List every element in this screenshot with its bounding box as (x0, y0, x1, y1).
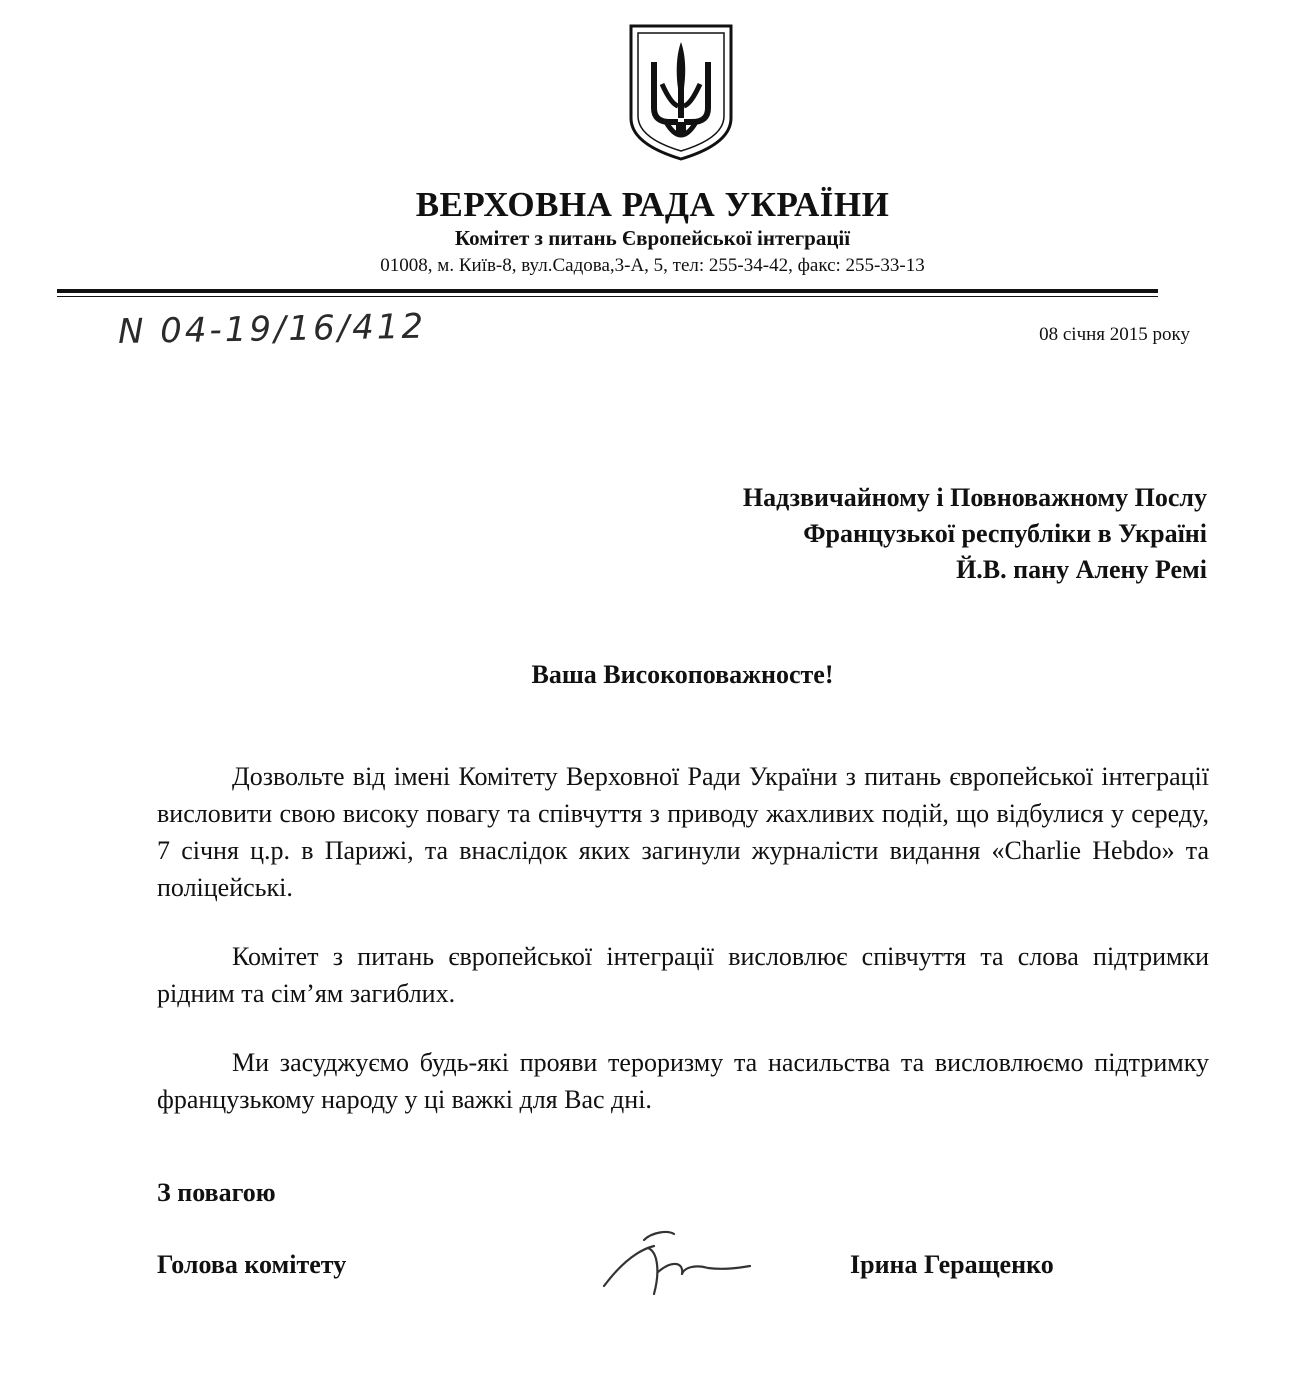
addressee-line: Французької республіки в Україні (803, 519, 1207, 548)
addressee-block (507, 480, 1207, 588)
letterhead-divider-thin (57, 296, 1158, 297)
trident-coat-of-arms-icon (626, 22, 736, 162)
closing-phrase: З повагою (157, 1178, 276, 1207)
body-paragraph: Комітет з питань європейської інтеграції висловлює співчуття та слова підтримки рідним та сім’ям загиблих. (157, 942, 1209, 1008)
signer-position: Голова комітету (157, 1250, 347, 1279)
body-paragraph: Ми засуджуємо будь-які прояви тероризму та насильства та висловлюємо підтримку французькому народу у ці важкі для Вас дні. (157, 1048, 1209, 1114)
registration-number: N 04-19/16/412 (117, 306, 427, 352)
letter-body (157, 758, 1209, 1118)
addressee-line: Надзвичайному і Повноважному Послу (742, 483, 1207, 512)
organization-title: ВЕРХОВНА РАДА УКРАЇНИ (415, 185, 890, 224)
salutation: Ваша Високоповажносте! (531, 660, 834, 689)
handwritten-signature-icon (598, 1222, 758, 1302)
body-paragraph: Дозвольте від імені Комітету Верховної Ради України з питань європейської інтеграції висловити свою високу повагу та співчуття з приводу жахливих подій, що відбулися у середу, 7 січня ц.р. в Парижі, та внаслідок яких загинули журналісти видання «Charlie Hebdo» та поліцейські. (157, 762, 1209, 902)
signer-name: Ірина Геращенко (850, 1250, 1054, 1279)
letterhead-address: 01008, м. Київ-8, вул.Садова,3-А, 5, тел: 255-34-42, факс: 255-33-13 (380, 255, 925, 276)
addressee-line: Й.В. пану Алену Ремі (956, 555, 1207, 584)
letterhead-divider (57, 289, 1158, 293)
letter-date: 08 січня 2015 року (1039, 324, 1190, 345)
committee-name: Комітет з питань Європейської інтеграції (454, 226, 851, 250)
